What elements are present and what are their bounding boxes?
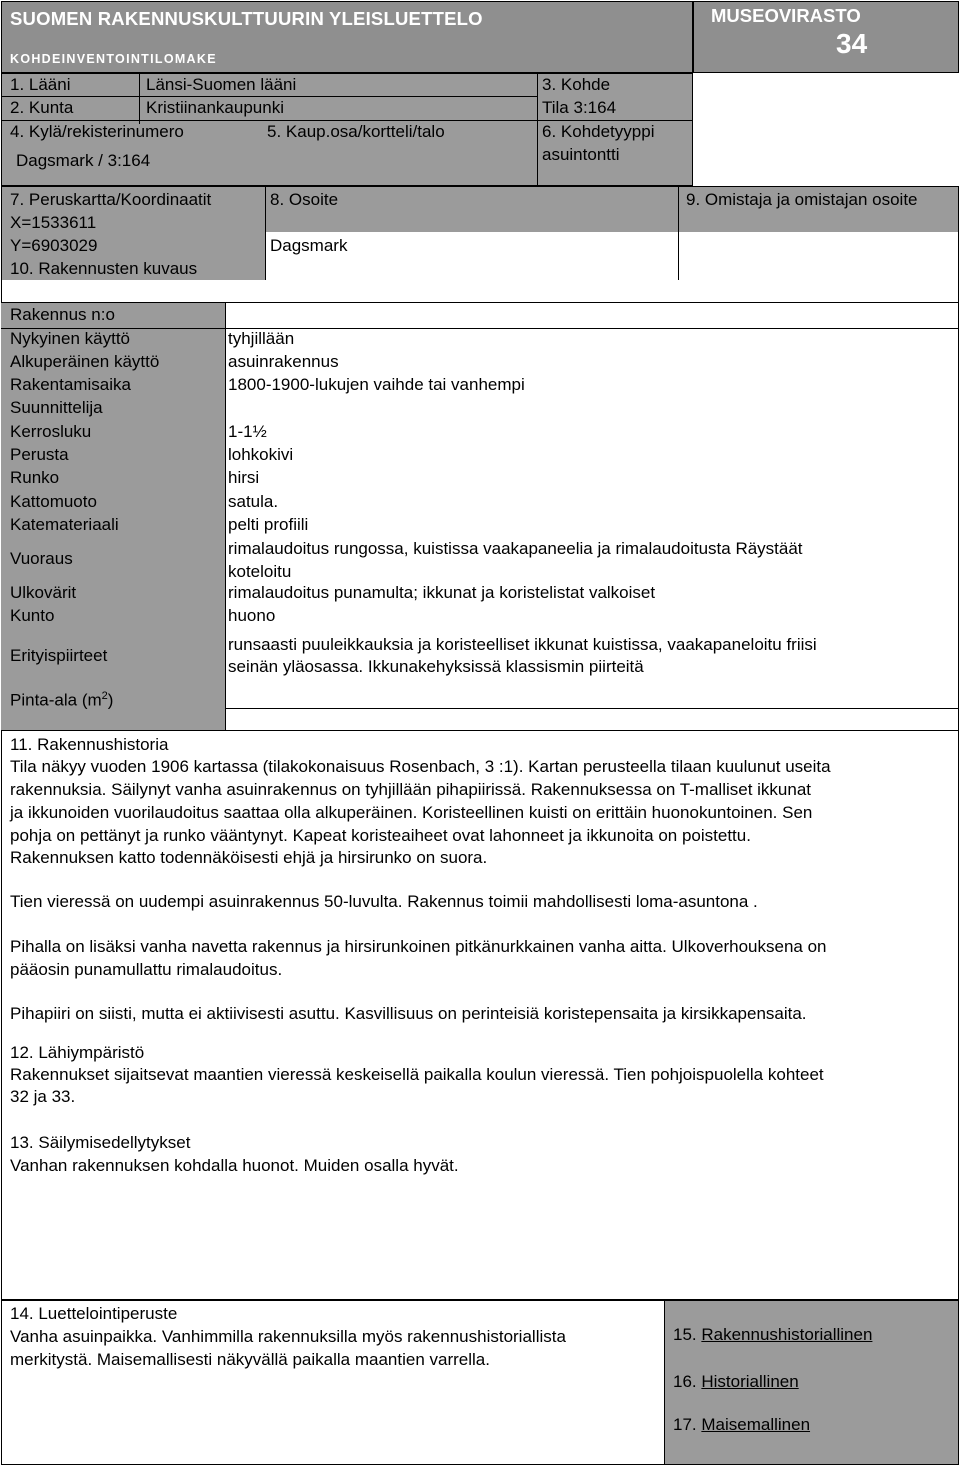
criterion-17-label: Maisemallinen [701, 1415, 811, 1434]
building-row-value: seinän yläosassa. Ikkunakehyksissä klassismin piirteitä [228, 657, 644, 676]
surroundings-text: 32 ja 33. [10, 1087, 76, 1106]
building-row-label: Runko [10, 468, 60, 487]
listing-heading: 14. Luettelointiperuste [10, 1304, 178, 1323]
building-row-value: runsaasti puuleikkauksia ja koristeelliset ikkunat kuistissa, vaakapaneloitu friisi [228, 635, 817, 654]
osoite-value: Dagsmark [270, 236, 348, 255]
kohdetyyppi-label: 6. Kohdetyyppi [542, 122, 655, 141]
kunta-label: 2. Kunta [10, 98, 74, 117]
kyla-label: 4. Kylä/rekisterinumero [10, 122, 184, 141]
building-row-label: Kattomuoto [10, 492, 97, 511]
building-row-value: hirsi [228, 468, 260, 487]
laani-label: 1. Lääni [10, 75, 71, 94]
building-row-label: Kunto [10, 606, 55, 625]
criterion-15-number: 15. [673, 1325, 697, 1344]
building-row-value: pelti profiili [228, 515, 309, 534]
description-row [1, 280, 959, 300]
agency-name: MUSEOVIRASTO [711, 5, 861, 26]
omistaja-label: 9. Omistaja ja omistajan osoite [686, 190, 918, 209]
criterion-15 [673, 1325, 872, 1345]
area-label-end: ) [107, 690, 114, 710]
building-row-label: Vuoraus [10, 549, 73, 568]
criterion-15-label: Rakennushistoriallinen [701, 1325, 873, 1344]
building-row-label: Alkuperäinen käyttö [10, 352, 160, 371]
osoite-label: 8. Osoite [270, 190, 339, 209]
kohde-label: 3. Kohde [542, 75, 611, 94]
criterion-16-label: Historiallinen [701, 1372, 799, 1391]
criterion-16-number: 16. [673, 1372, 697, 1391]
peruskartta-label: 7. Peruskartta/Koordinaatit [10, 190, 212, 209]
surroundings-heading: 12. Lähiympäristö [10, 1043, 145, 1062]
building-row-value: asuinrakennus [228, 352, 339, 371]
kuvaus-label: 10. Rakennusten kuvaus [10, 259, 198, 278]
building-row-value: 1-1½ [228, 422, 267, 441]
surroundings-text: Rakennukset sijaitsevat maantien vieressä keskeisellä paikalla koulun vieressä. Tien pohjoispuolella kohteet [10, 1065, 824, 1084]
empty-label-cell [1, 708, 225, 730]
y-coordinate: Y=6903029 [10, 236, 98, 255]
preservation-text: Vanhan rakennuksen kohdalla huonot. Muiden osalla hyvät. [10, 1156, 459, 1175]
history-text: pohja on pettänyt ja runko vääntynyt. Kapeat koristeaiheet ovat lahonneet ja ikkunoita on poistettu. [10, 826, 751, 845]
building-row-label: Rakennus n:o [10, 305, 115, 324]
criterion-17 [673, 1415, 810, 1435]
building-row-label: Perusta [10, 445, 69, 464]
history-heading: 11. Rakennushistoria [10, 735, 169, 754]
kohdetyyppi-value: asuintontti [542, 145, 620, 164]
building-row-label [10, 686, 113, 711]
laani-value: Länsi-Suomen lääni [146, 75, 297, 94]
building-row-label: Suunnittelija [10, 398, 103, 417]
building-row-value: 1800-1900-lukujen vaihde tai vanhempi [228, 375, 525, 394]
building-row-label: Erityispiirteet [10, 646, 108, 665]
preservation-heading: 13. Säilymisedellytykset [10, 1133, 191, 1152]
building-row-value: rimalaudoitus punamulta; ikkunat ja koristelistat valkoiset [228, 583, 656, 602]
history-text: Rakennuksen katto todennäköisesti ehjä ja hirsirunko on suora. [10, 848, 488, 867]
building-row-value: koteloitu [228, 562, 292, 581]
building-row-label: Nykyinen käyttö [10, 329, 130, 348]
history-text: Tien vieressä on uudempi asuinrakennus 50-luvulta. Rakennus toimii mahdollisesti loma-asuntona . [10, 892, 758, 911]
divider [225, 302, 226, 730]
kyla-value: Dagsmark / 3:164 [16, 151, 151, 170]
kaupunginosa-label: 5. Kaup.osa/kortteli/talo [267, 122, 445, 141]
divider [1, 328, 959, 329]
form-subtitle: KOHDEINVENTOINTILOMAKE [10, 52, 217, 66]
x-coordinate: X=1533611 [10, 213, 97, 232]
building-row-value: huono [228, 606, 276, 625]
area-label: Pinta-ala (m [10, 690, 102, 710]
building-row-label: Ulkovärit [10, 583, 77, 602]
criterion-17-number: 17. [673, 1415, 697, 1434]
building-row-label: Kerrosluku [10, 422, 92, 441]
building-row-label: Katemateriaali [10, 515, 119, 534]
listing-text: merkitystä. Maisemallisesti näkyvällä paikalla maantien varrella. [10, 1350, 490, 1369]
building-row-value: rimalaudoitus rungossa, kuistissa vaakapaneelia ja rimalaudoitusta Räystäät [228, 539, 803, 558]
building-row-value: satula. [228, 492, 279, 511]
area-label-sup: 2 [101, 690, 108, 702]
form-title: SUOMEN RAKENNUSKULTTUURIN YLEISLUETTELO [10, 8, 483, 29]
history-text: Tila näkyy vuoden 1906 kartassa (tilakokonaisuus Rosenbach, 3 :1). Kartan perusteella tilaan kuulunut useita [10, 757, 831, 776]
criterion-16 [673, 1372, 799, 1392]
history-text: pääosin punamullattu rimalaudoitus. [10, 960, 283, 979]
listing-text: Vanha asuinpaikka. Vanhimmilla rakennuksilla myös rakennushistoriallista [10, 1327, 566, 1346]
divider [265, 186, 266, 280]
item-number: 34 [836, 28, 868, 59]
divider [1, 302, 959, 303]
history-text: Pihapiiri on siisti, mutta ei aktiivisesti asuttu. Kasvillisuus on perinteisiä koristepensaita ja kirsikkapensaita. [10, 1004, 807, 1023]
building-row-label: Rakentamisaika [10, 375, 131, 394]
building-row-value: lohkokivi [228, 445, 294, 464]
kohde-value: Tila 3:164 [542, 98, 617, 117]
building-row-value: tyhjillään [228, 329, 295, 348]
divider [678, 186, 679, 280]
history-text: Pihalla on lisäksi vanha navetta rakennus ja hirsirunkoinen pitkänurkkainen vanha aitta. Ulkoverhouksena on [10, 937, 827, 956]
history-text: ja ikkunoiden vuorilaudoitus saattaa olla alkuperäinen. Koristeellinen kuisti on erittäin huonokuntoinen. Sen [10, 803, 813, 822]
kunta-value: Kristiinankaupunki [146, 98, 284, 117]
history-text: rakennuksia. Säilynyt vanha asuinrakennus on tyhjillään pihapiirissä. Rakennuksessa on T-malliset ikkunat [10, 780, 812, 799]
